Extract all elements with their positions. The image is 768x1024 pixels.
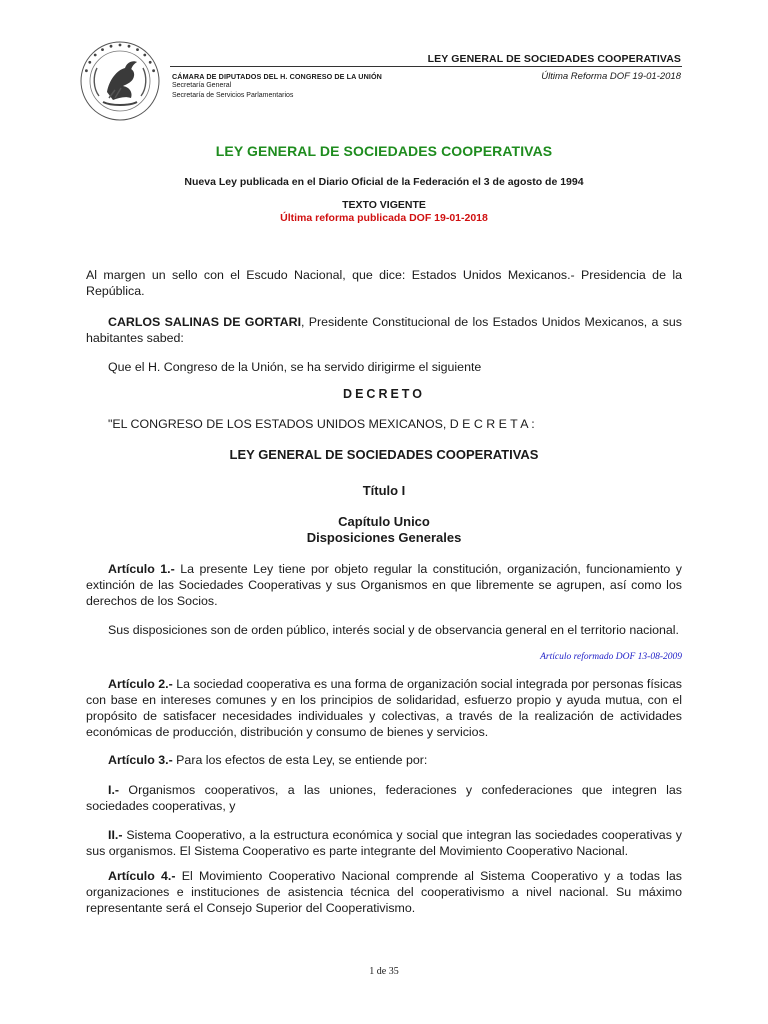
item-1-label: I.- [108,783,120,797]
disposiciones-heading: Disposiciones Generales [306,530,462,545]
articulo-1-text: La presente Ley tiene por objeto regular la constitución, organización, funcionamiento y extinción de las Sociedades Cooperativas y sus Organismos en que libremente se agrupen, así como los derechos de los Socios. [86,562,682,608]
header-doc-title: LEY GENERAL DE SOCIEDADES COOPERATIVAS [427,53,681,65]
articulo-4-text: El Movimiento Cooperativo Nacional comprende al Sistema Cooperativo y a todas las organizaciones e instituciones de asistencia técnica del cooperativismo a nivel nacional. Su máximo representante será el Consejo Superior del Cooperativismo. [86,869,682,915]
articulo-3-text: Para los efectos de esta Ley, se entiende por: [172,753,428,767]
president-text: , Presidente Constitucional de los Estados Unidos Mexicanos, a sus habitantes sabed: [86,315,682,345]
articulo-4 [86,868,682,916]
articulo-3-item-2 [86,827,682,859]
header-last-reform: Última Reforma DOF 19-01-2018 [541,71,681,82]
capitulo-heading: Capítulo Unico [338,514,430,529]
publication-line: Nueva Ley publicada en el Diario Oficial de la Federación el 3 de agosto de 1994 [184,176,584,188]
national-seal-icon [79,40,161,122]
texto-vigente: TEXTO VIGENTE [342,199,426,211]
header-rule [170,66,682,67]
item-2-text: Sistema Cooperativo, a la estructura económica y social que integran las sociedades cooperativas y sus organismos. El Sistema Cooperativo es parte integrante del Movimiento Cooperativo Nacional. [86,828,682,858]
item-1-text: Organismos cooperativos, a las uniones, federaciones y confederaciones que integren las sociedades cooperativas, y [86,783,682,813]
page-number: 1 de 35 [369,966,399,977]
articulo-1-reform-note: Artículo reformado DOF 13-08-2009 [540,652,682,662]
item-2-label: II.- [108,828,123,842]
articulo-3-item-1 [86,782,682,814]
law-main-title: LEY GENERAL DE SOCIEDADES COOPERATIVAS [215,143,553,159]
header-secretaria-general: Secretaría General [172,82,232,89]
articulo-2 [86,676,682,740]
articulo-1-label: Artículo 1.- [108,562,175,576]
congreso-decreta: "EL CONGRESO DE LOS ESTADOS UNIDOS MEXICANOS, D E C R E T A : [108,417,535,431]
president-name: CARLOS SALINAS DE GORTARI [108,315,302,329]
titulo-heading: Título I [362,483,406,498]
articulo-2-text: La sociedad cooperativa es una forma de organización social integrada por personas físicas con base en intereses comunes y en los principios de solidaridad, esfuerzo propio y ayuda mutua, con el propósito de satisfacer necesidades individuales y colectivas, a través de la realización de actividades económicas de producción, distribución y consumo de bienes y servicios. [86,677,682,739]
articulo-2-label: Artículo 2.- [108,677,173,691]
articulo-1-paragraph-2: Sus disposiciones son de orden público, interés social y de observancia general en el territorio nacional. [108,623,679,637]
congreso-line: Que el H. Congreso de la Unión, se ha servido dirigirme el siguiente [108,360,482,374]
articulo-1 [86,561,682,609]
header-chamber: CÁMARA DE DIPUTADOS DEL H. CONGRESO DE LA UNIÓN [172,72,382,81]
president-paragraph [86,314,682,346]
header-secretaria-servicios: Secretaría de Servicios Parlamentarios [172,92,294,99]
margin-seal-paragraph: Al margen un sello con el Escudo Nacional, que dice: Estados Unidos Mexicanos.- Presidencia de la República. [86,268,682,298]
law-heading: LEY GENERAL DE SOCIEDADES COOPERATIVAS [229,447,539,462]
articulo-4-label: Artículo 4.- [108,869,176,883]
decreto-heading: DECRETO [343,387,425,401]
articulo-3 [86,752,682,768]
ultima-reforma: Última reforma publicada DOF 19-01-2018 [280,212,488,224]
articulo-3-label: Artículo 3.- [108,753,173,767]
